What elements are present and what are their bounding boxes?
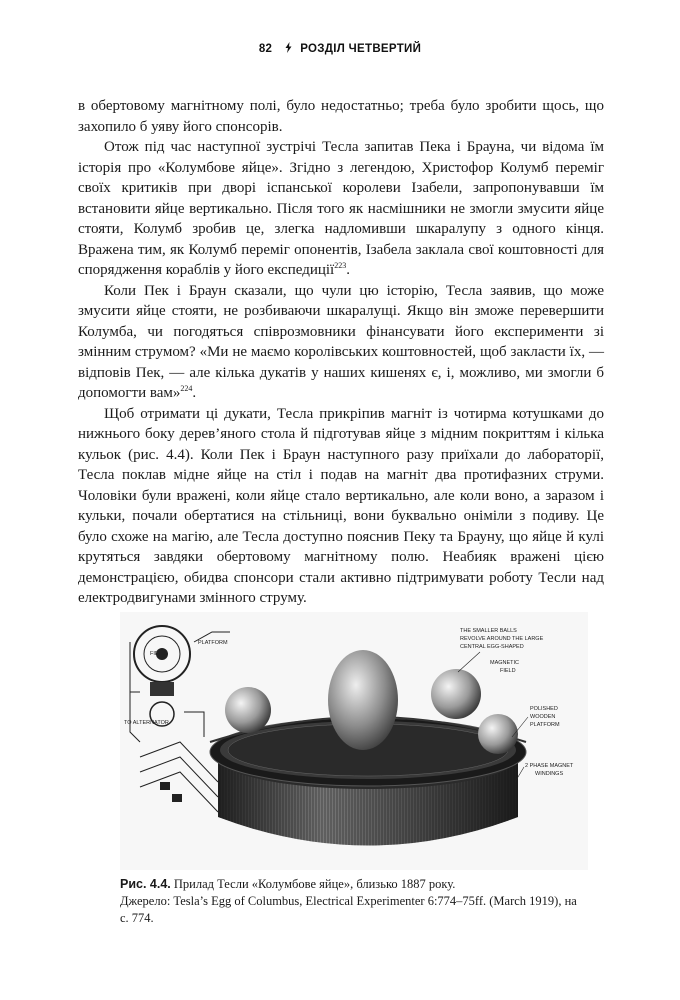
caption-title: Прилад Тесли «Колумбове яйце», близько 1887 року. (173, 877, 456, 891)
svg-text:FIELD: FIELD (500, 668, 516, 674)
body-text (78, 96, 604, 609)
footnote-ref-224[interactable]: 224 (180, 384, 193, 393)
front-ball (478, 714, 518, 754)
paragraph-3: Коли Пек і Браун сказали, що чули цю історію, Тесла заявив, що може змусити яйце стояти, не розбиваючи шкаралущі. Якщо він зможе перевершити Колумба, чи погодяться співрозмовники фінансувати його експерименти зі змінним струмом? «Ми не маємо королівських коштовностей, щоб закласти їх, — відповів Пек, — але кілька дукатів у наших кишенях є, і, можливо, ми змогли б допомогти вам»$^{224}$. (78, 282, 604, 401)
svg-text:CENTRAL EGG-SHAPED: CENTRAL EGG-SHAPED (460, 644, 524, 650)
lightning-bolt-icon (285, 43, 296, 55)
paragraph-1: в обертовому магнітному полі, було недостатньо; треба було зробити щось, що захопило б уяву його спонсорів. (78, 98, 604, 135)
svg-text:REVOLVE AROUND THE LARGE: REVOLVE AROUND THE LARGE (460, 636, 544, 642)
page-number: 82 (258, 43, 273, 55)
chapter-title: РОЗДІЛ ЧЕТВЕРТИЙ (300, 43, 422, 55)
svg-text:TO ALTERNATOR: TO ALTERNATOR (124, 720, 169, 726)
egg-device-illustration (120, 612, 588, 870)
footnote-ref-223[interactable]: 223 (334, 261, 347, 270)
svg-text:PLATFORM: PLATFORM (198, 640, 228, 646)
paragraph-4: Щоб отримати ці дукати, Тесла прикріпив магніт із чотирма котушками до нижнього боку дерев’яного стола й підготував яйце з мідним покриттям і кілька кульок (рис. 4.4). Коли Пек і Браун наступного разу приїхали до лабораторії, Тесла поклав мідне яйце на стіл і подав на магніт два протифазних струми. Чоловіки були вражені, коли яйце стало вертикально, але коли воно, а заразом і кульки, почали обертатися на стільниці, вони буквально оніміли з подиву. Це було схоже на магію, але Тесла доступно пояснив Пеку та Брауну, що яйце й кулі крутяться завдяки обертовому магнітному полю. Неабияк вражені цією демонстрацією, обидва спонсори стали активно підтримувати роботу Тесли над електродвигунами змінного струму. (78, 405, 604, 606)
figure-egg-of-columbus (120, 612, 588, 870)
caption-source: Джерело: Tesla’s Egg of Columbus, Electrical Experimenter 6:774–75ff. (March 1919), на с. 774. (120, 894, 577, 925)
svg-text:FIELD: FIELD (150, 651, 166, 657)
svg-text:THE SMALLER BALLS: THE SMALLER BALLS (460, 628, 517, 634)
svg-text:WINDINGS: WINDINGS (535, 771, 564, 777)
caption-label: Рис. 4.4. (120, 877, 171, 891)
paragraph-2: Отож під час наступної зустрічі Тесла запитав Пека і Брауна, чи відома їм історія про «Колумбове яйце». Згідно з легендою, Христофор Колумб переміг своїх критиків при дворі іспанської королеви Ізабели, запропонувавши їм встановити яйце вертикально. Після того як насмішники не змогли змусити яйце стояти, Колумб зробив це, злегка надломивши шкаралупу з одного кінця. Вражена тим, як Колумб переміг опонентів, Ізабела заклала свої коштовності для спорядження кораблів у його експедиції$^{223}$. (78, 139, 604, 278)
figure-caption (120, 876, 580, 927)
svg-text:PLATFORM: PLATFORM (530, 722, 560, 728)
right-ball (431, 669, 481, 719)
svg-text:2 PHASE MAGNET: 2 PHASE MAGNET (525, 763, 574, 769)
running-header (0, 42, 680, 55)
svg-text:WOODEN: WOODEN (530, 714, 556, 720)
svg-text:MAGNETIC: MAGNETIC (490, 660, 520, 666)
svg-text:POLISHED: POLISHED (530, 706, 558, 712)
left-ball (225, 687, 271, 733)
copper-egg (328, 650, 398, 750)
